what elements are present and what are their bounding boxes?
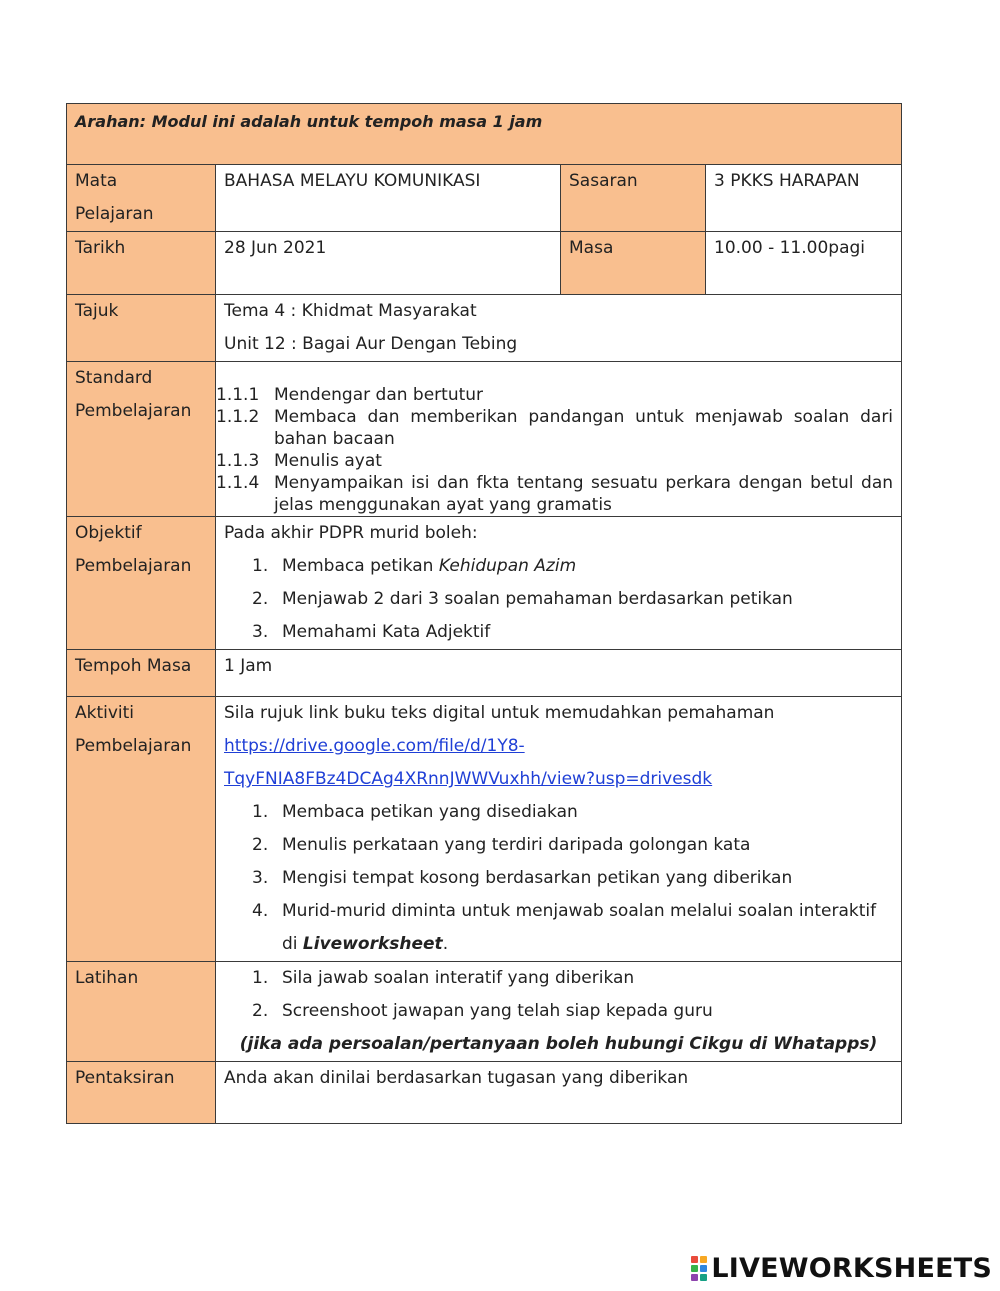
textbook-link-line-2[interactable]: TqyFNIA8FBz4DCAg4XRnnJWWVuxhh/view?usp=drivesdk bbox=[224, 769, 713, 789]
objective-value-cell bbox=[216, 517, 902, 650]
target-label-cell bbox=[561, 165, 706, 232]
standard-item bbox=[216, 450, 893, 472]
standard-code: 1.1.1 bbox=[216, 385, 260, 405]
topic-value-cell bbox=[216, 295, 902, 362]
liveworksheets-logo bbox=[691, 1253, 992, 1284]
standard-item bbox=[216, 384, 893, 406]
activity-list bbox=[224, 796, 893, 961]
time-value: 10.00 - 11.00pagi bbox=[714, 238, 865, 258]
topic-theme: Tema 4 : Khidmat Masyarakat bbox=[224, 301, 477, 321]
standard-text: Mendengar dan bertutur bbox=[274, 385, 484, 405]
target-label: Sasaran bbox=[569, 171, 638, 191]
objective-label-line-1: Objektif bbox=[75, 523, 142, 543]
assessment-value: Anda akan dinilai berdasarkan tugasan yang diberikan bbox=[224, 1068, 689, 1088]
objective-label-cell bbox=[67, 517, 216, 650]
activity-label-line-1: Aktiviti bbox=[75, 703, 135, 723]
textbook-link-line-1[interactable]: https://drive.google.com/file/d/1Y8- bbox=[224, 736, 525, 756]
brand-name: LIVEWORKSHEETS bbox=[711, 1253, 992, 1284]
objective-text: Memahami Kata Adjektif bbox=[282, 622, 491, 642]
standard-code: 1.1.2 bbox=[216, 407, 260, 427]
activity-num: 3. bbox=[252, 868, 269, 888]
duration-value-cell bbox=[216, 650, 902, 697]
lesson-plan-table bbox=[66, 103, 902, 1124]
subject-label-line-1: Mata bbox=[75, 171, 118, 191]
activity-value-cell bbox=[216, 697, 902, 962]
activity-text: Membaca petikan yang disediakan bbox=[282, 802, 578, 822]
objective-num: 1. bbox=[252, 556, 269, 576]
logo-block bbox=[691, 1265, 698, 1272]
objective-title: Kehidupan Azim bbox=[438, 556, 577, 576]
standard-list bbox=[216, 384, 893, 516]
activity-label-cell bbox=[67, 697, 216, 962]
standard-text: Menulis ayat bbox=[274, 451, 382, 471]
objective-text: Menjawab 2 dari 3 soalan pemahaman berdasarkan petikan bbox=[282, 589, 793, 609]
logo-block bbox=[700, 1274, 707, 1281]
logo-block bbox=[700, 1265, 707, 1272]
activity-label-line-2: Pembelajaran bbox=[75, 736, 192, 756]
standard-code: 1.1.3 bbox=[216, 451, 260, 471]
objective-label-line-2: Pembelajaran bbox=[75, 556, 192, 576]
standard-label-line-2: Pembelajaran bbox=[75, 401, 192, 421]
instruction-text: Arahan: Modul ini adalah untuk tempoh masa 1 jam bbox=[75, 112, 543, 131]
standard-value-cell bbox=[216, 362, 902, 517]
exercise-value-cell bbox=[216, 962, 902, 1062]
logo-blocks-icon bbox=[691, 1256, 707, 1281]
logo-block bbox=[691, 1256, 698, 1263]
assessment-value-cell bbox=[216, 1062, 902, 1124]
target-value: 3 PKKS HARAPAN bbox=[714, 171, 860, 191]
exercise-item bbox=[224, 995, 893, 1028]
standard-code: 1.1.4 bbox=[216, 473, 260, 493]
activity-text-cont: di bbox=[282, 934, 303, 954]
topic-label-cell bbox=[67, 295, 216, 362]
date-label: Tarikh bbox=[75, 238, 126, 258]
objective-item bbox=[224, 550, 893, 583]
standard-item bbox=[216, 472, 893, 516]
activity-num: 1. bbox=[252, 802, 269, 822]
subject-label-cell bbox=[67, 165, 216, 232]
activity-text: Murid-murid diminta untuk menjawab soalan melalui soalan interaktif bbox=[282, 901, 877, 921]
standard-text: Membaca dan memberikan pandangan untuk menjawab soalan dari bahan bacaan bbox=[274, 407, 894, 449]
exercise-num: 2. bbox=[252, 1001, 269, 1021]
activity-item bbox=[224, 829, 893, 862]
liveworksheet-mention: Liveworksheet bbox=[302, 934, 443, 954]
standard-item bbox=[216, 406, 893, 450]
date-label-cell bbox=[67, 232, 216, 295]
date-value: 28 Jun 2021 bbox=[224, 238, 327, 258]
activity-text: Mengisi tempat kosong berdasarkan petikan yang diberikan bbox=[282, 868, 793, 888]
exercise-num: 1. bbox=[252, 968, 269, 988]
exercise-list bbox=[224, 962, 893, 1028]
objective-num: 3. bbox=[252, 622, 269, 642]
activity-num: 4. bbox=[252, 901, 269, 921]
time-label-cell bbox=[561, 232, 706, 295]
exercise-text: Screenshoot jawapan yang telah siap kepada guru bbox=[282, 1001, 713, 1021]
exercise-item bbox=[224, 962, 893, 995]
standard-label-cell bbox=[67, 362, 216, 517]
subject-value-cell bbox=[216, 165, 561, 232]
contact-note: (jika ada persoalan/pertanyaan boleh hubungi Cikgu di Whatapps) bbox=[239, 1034, 878, 1054]
assessment-label: Pentaksiran bbox=[75, 1068, 175, 1088]
objective-item bbox=[224, 583, 893, 616]
activity-num: 2. bbox=[252, 835, 269, 855]
duration-label: Tempoh Masa bbox=[75, 656, 192, 676]
objective-text: Membaca petikan bbox=[282, 556, 439, 576]
objective-list bbox=[224, 550, 893, 649]
exercise-label-cell bbox=[67, 962, 216, 1062]
logo-block bbox=[700, 1256, 707, 1263]
target-value-cell bbox=[706, 165, 902, 232]
activity-item bbox=[224, 895, 893, 961]
objective-item bbox=[224, 616, 893, 649]
objective-num: 2. bbox=[252, 589, 269, 609]
standard-label-line-1: Standard bbox=[75, 368, 153, 388]
assessment-label-cell bbox=[67, 1062, 216, 1124]
topic-unit: Unit 12 : Bagai Aur Dengan Tebing bbox=[224, 334, 518, 354]
time-label: Masa bbox=[569, 238, 614, 258]
duration-value: 1 Jam bbox=[224, 656, 273, 676]
exercise-label: Latihan bbox=[75, 968, 139, 988]
instruction-cell bbox=[67, 104, 902, 165]
date-value-cell bbox=[216, 232, 561, 295]
subject-value: BAHASA MELAYU KOMUNIKASI bbox=[224, 171, 481, 191]
topic-label: Tajuk bbox=[75, 301, 119, 321]
activity-text: Menulis perkataan yang terdiri daripada golongan kata bbox=[282, 835, 751, 855]
activity-intro: Sila rujuk link buku teks digital untuk memudahkan pemahaman bbox=[224, 703, 775, 723]
duration-label-cell bbox=[67, 650, 216, 697]
time-value-cell bbox=[706, 232, 902, 295]
objective-intro: Pada akhir PDPR murid boleh: bbox=[224, 523, 478, 543]
activity-text-end: . bbox=[442, 934, 449, 954]
standard-text: Menyampaikan isi dan fkta tentang sesuatu perkara dengan betul dan jelas menggunakan ayat yang gramatis bbox=[274, 473, 894, 515]
subject-label-line-2: Pelajaran bbox=[75, 204, 154, 224]
exercise-text: Sila jawab soalan interatif yang diberikan bbox=[282, 968, 635, 988]
logo-block bbox=[691, 1274, 698, 1281]
activity-item bbox=[224, 862, 893, 895]
activity-item bbox=[224, 796, 893, 829]
